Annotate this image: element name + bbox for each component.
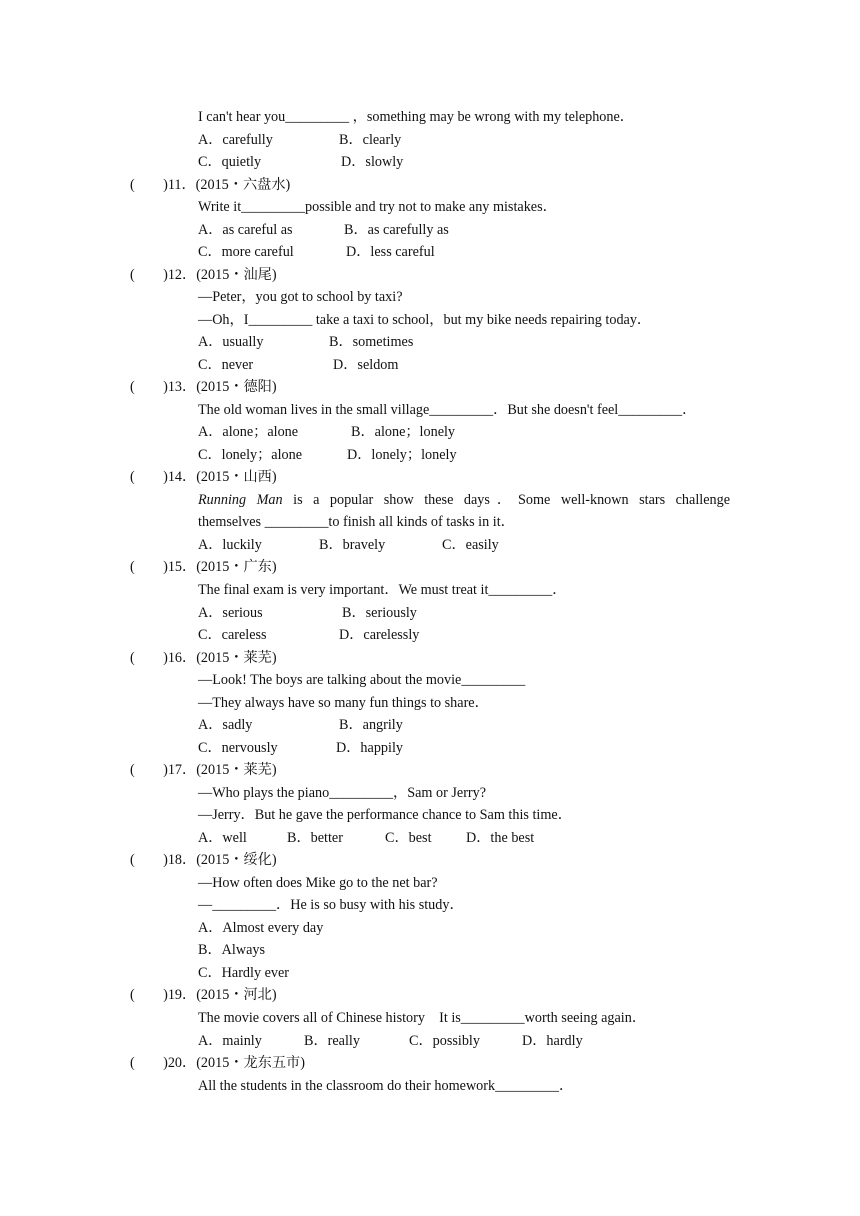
q19-option-b: B．really: [304, 1033, 360, 1049]
q15-option-d: D．carelessly: [339, 627, 420, 643]
q17-number: ( )17．(2015・莱芜): [130, 762, 277, 778]
q17-option-a: A．well: [198, 830, 247, 846]
q13-option-a: A．alone；alone: [198, 424, 299, 440]
q16-option-a: A．sadly: [198, 717, 253, 733]
q16-option-d: D．happily: [336, 740, 403, 756]
q12-line2: —Oh，I_________ take a taxi to school，but my bike needs repairing today．: [198, 312, 652, 328]
q12-option-b: B．sometimes: [329, 334, 414, 350]
q19-number: ( )19．(2015・河北): [130, 987, 277, 1003]
q12-option-a: A．usually: [198, 334, 264, 350]
q19-option-c: C．possibly: [409, 1033, 480, 1049]
q17-option-b: B．better: [287, 830, 343, 846]
q18-number: ( )18．(2015・绥化): [130, 852, 277, 868]
q19-option-a: A．mainly: [198, 1033, 262, 1049]
q16-line1: —Look! The boys are talking about the movie_________: [198, 672, 526, 688]
q19-stem: The movie covers all of Chinese history It is_________worth seeing again．: [198, 1010, 647, 1026]
q13-option-b: B．alone；lonely: [351, 424, 456, 440]
q12-line1: —Peter，you got to school by taxi?: [198, 289, 403, 305]
q17-option-d: D．the best: [466, 830, 535, 846]
q10-option-c: C．quietly: [198, 154, 262, 170]
q20-stem: All the students in the classroom do their homework_________．: [198, 1078, 574, 1094]
q15-option-c: C．careless: [198, 627, 267, 643]
q14-number: ( )14．(2015・山西): [130, 469, 277, 485]
q14-stem-text: is a popular show these days．Some well-known stars challenge: [282, 492, 730, 508]
q12-number: ( )12．(2015・汕尾): [130, 267, 277, 283]
q14-option-c: C．easily: [442, 537, 499, 553]
q17-option-c: C．best: [385, 830, 432, 846]
q15-stem: The final exam is very important．We must treat it_________．: [198, 582, 567, 598]
q18-option-a: A．Almost every day: [198, 920, 324, 936]
q11-option-a: A．as careful as: [198, 222, 293, 238]
q10-option-a: A．carefully: [198, 132, 273, 148]
q14-option-a: A．luckily: [198, 537, 262, 553]
q15-option-b: B．seriously: [342, 605, 417, 621]
q14-stem-line1: [198, 491, 730, 509]
q14-option-b: B．bravely: [319, 537, 386, 553]
q16-option-b: B．angrily: [339, 717, 403, 733]
q11-stem: Write it_________possible and try not to make any mistakes．: [198, 199, 557, 215]
q16-line2: —They always have so many fun things to share．: [198, 695, 489, 711]
q17-line1: —Who plays the piano_________，Sam or Jerry?: [198, 785, 487, 801]
q11-option-c: C．more careful: [198, 244, 294, 260]
q19-option-d: D．hardly: [522, 1033, 583, 1049]
q12-option-d: D．seldom: [333, 357, 399, 373]
q15-option-a: A．serious: [198, 605, 263, 621]
q18-line1: —How often does Mike go to the net bar?: [198, 875, 438, 891]
q13-option-d: D．lonely；lonely: [347, 447, 457, 463]
q11-option-b: B．as carefully as: [344, 222, 449, 238]
q10-option-d: D．slowly: [341, 154, 404, 170]
q15-number: ( )15．(2015・广东): [130, 559, 277, 575]
q13-stem: The old woman lives in the small village_________．But she doesn't feel_________．: [198, 402, 697, 418]
q16-option-c: C．nervously: [198, 740, 278, 756]
q10-option-b: B．clearly: [339, 132, 402, 148]
q12-option-c: C．never: [198, 357, 254, 373]
q13-number: ( )13．(2015・德阳): [130, 379, 277, 395]
q18-option-c: C．Hardly ever: [198, 965, 290, 981]
q13-option-c: C．lonely；alone: [198, 447, 303, 463]
q17-line2: —Jerry．But he gave the performance chance to Sam this time．: [198, 807, 572, 823]
q16-number: ( )16．(2015・莱芜): [130, 650, 277, 666]
q11-number: ( )11．(2015・六盘水): [130, 177, 291, 193]
q10-stem: I can't hear you_________ ，something may be wrong with my telephone．: [198, 109, 634, 125]
q18-line2: —_________．He is so busy with his study．: [198, 897, 464, 913]
q14-show-title: Running Man: [198, 492, 283, 508]
q20-number: ( )20．(2015・龙东五市): [130, 1055, 305, 1071]
q18-option-b: B．Always: [198, 942, 265, 958]
q11-option-d: D．less careful: [346, 244, 435, 260]
q14-stem-line2: themselves _________to finish all kinds of tasks in it．: [198, 514, 515, 530]
